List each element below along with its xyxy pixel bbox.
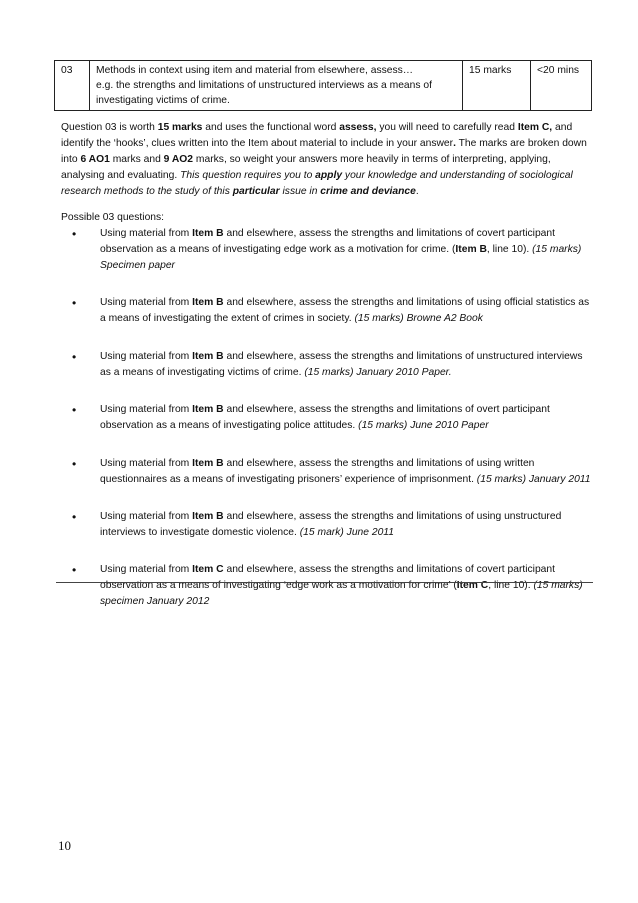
item-ref: Item C [192,564,224,576]
intro-bold: assess, [339,122,377,133]
intro-text: The marks are broken down into [61,138,587,165]
intro-bold: . [453,138,456,149]
item-ref: Item B [192,457,224,469]
marks-cell: 15 marks [463,61,531,111]
question-text: Using material from [100,457,193,469]
possible-questions-list [61,226,591,632]
intro-bold: 6 AO1 [80,154,110,165]
list-item [61,456,591,488]
item-ref: Item B [192,510,224,522]
question-text: and elsewhere, assess the strengths and limitations of using written questionnaires as a means of investigating prisoners’ experience of imprisonment. [100,457,535,485]
question-summary-table [54,60,592,111]
intro-text: marks, so weight your answers more heavily in terms of interpreting, applying, analysing and evaluating. [61,154,551,181]
item-ref: Item B [192,350,224,362]
question-text: and elsewhere, assess the strengths and limitations of covert participant observation as a means of investigating edge work as a motivation for crime. ( [100,228,556,255]
question-source: (15 marks) January 2010 Paper. [304,366,452,378]
bullet-icon: • [72,563,77,578]
question-text: and elsewhere, assess the strengths and limitations of using official statistics as a means of investigating the extent of crimes in society. [100,297,590,325]
item-ref: Item B [455,244,487,255]
list-item [61,295,591,327]
list-item [61,226,591,274]
item-ref: Item B [192,404,224,416]
question-text: Using material from [100,404,193,416]
question-number-cell: 03 [55,61,90,111]
intro-text: and uses the functional word [202,122,340,133]
question-text: and elsewhere, assess the strengths and limitations of covert participant observation as a means of investigating ‘edge work as a motivation for crime’ ( [100,564,556,592]
intro-bold: Item C, [517,122,553,133]
question-source: (15 marks) specimen January 2012 [100,580,583,608]
question-text: , line 10). [488,580,534,592]
bullet-icon: • [72,227,77,241]
bullet-icon: • [72,349,77,364]
list-item [61,402,591,434]
question-description-cell [90,61,463,111]
question-text: and elsewhere, assess the strengths and limitations of overt participant observation as a means of investigating police attitudes. [100,404,550,432]
bullet-icon: • [72,296,77,311]
question-text: Using material from [100,510,193,522]
list-item [61,562,591,610]
question-text: and elsewhere, assess the strengths and limitations of using unstructured interviews to investigate domestic violence. [100,510,562,538]
intro-italic: your knowledge and understanding of sociological research methods to the study of this [61,170,573,197]
intro-text: you will need to carefully read [376,122,518,133]
intro-bold: 15 marks [157,122,203,133]
question-text: , line 10). [486,244,533,255]
intro-italic: This question requires you to [180,170,316,181]
horizontal-divider [56,582,593,583]
question-source: (15 marks) Specimen paper [100,244,582,271]
item-ref: Item B [192,228,224,239]
question-source: (15 marks) January 2011 [476,473,591,485]
bullet-icon: • [72,509,77,524]
bullet-icon: • [72,456,77,471]
description-line-1: Methods in context using item and material from elsewhere, assess… [96,65,414,76]
intro-text: marks and [109,154,164,165]
intro-bold-italic: apply [315,170,343,181]
question-source: (15 marks) June 2010 Paper [358,420,489,432]
intro-text: and identify the ‘hooks’, clues written into the Item about material to include in your answer [61,122,573,149]
intro-text: Question 03 is worth [61,122,158,133]
table-row [55,61,592,111]
question-source: (15 marks) Browne A2 Book [354,313,483,325]
intro-bold-italic: crime and deviance [320,186,416,197]
page-number: 10 [58,838,71,853]
intro-bold: 9 AO2 [163,154,194,165]
intro-paragraph [61,120,591,200]
intro-bold-italic: particular [232,186,280,197]
question-text: and elsewhere, assess the strengths and limitations of unstructured interviews as a means of investigating victims of crime. [100,350,583,378]
question-text: Using material from [100,297,193,309]
bullet-icon: • [72,403,77,418]
question-text: Using material from [100,228,193,239]
item-ref: Item C [456,580,489,592]
question-text: Using material from [100,564,193,576]
list-item [61,349,591,381]
intro-italic: issue in [279,186,321,197]
question-source: (15 mark) June 2011 [299,526,394,538]
description-line-2: e.g. the strengths and limitations of unstructured interviews as a means of investigating victims of crime. [96,80,432,106]
possible-questions-heading: Possible 03 questions: [61,212,165,223]
list-item [61,509,591,541]
time-cell: <20 mins [531,61,592,111]
question-text: Using material from [100,350,193,362]
item-ref: Item B [192,297,224,309]
intro-text: . [415,186,419,197]
